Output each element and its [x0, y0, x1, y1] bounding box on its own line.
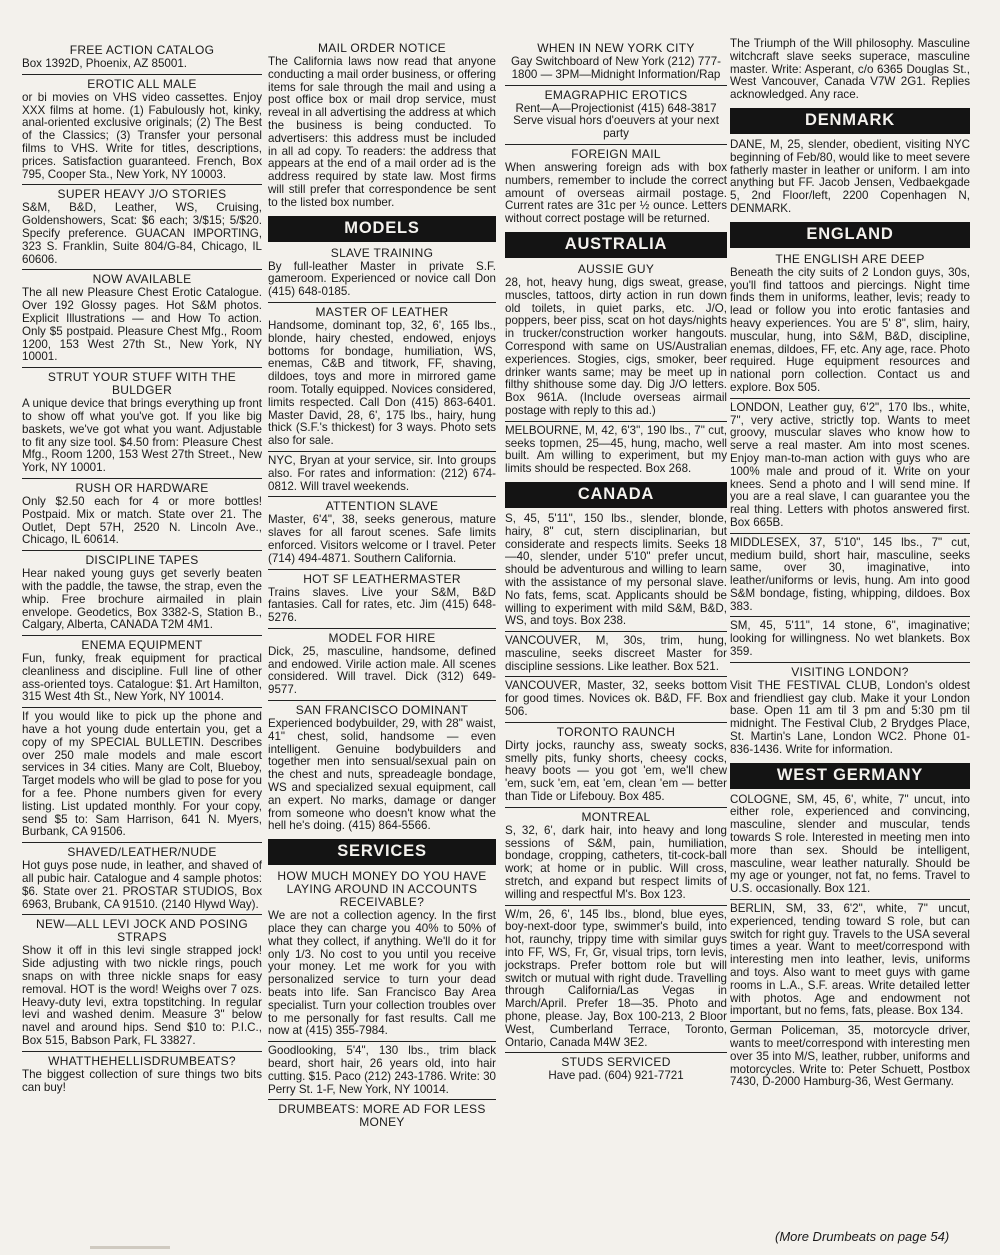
classified-ad	[730, 533, 970, 617]
ad-body: Dirty jocks, raunchy ass, sweaty socks, smelly pits, funky shorts, cheesy cocks, heavy boots — you got 'em, we'll chew 'em, suck 'em, eat 'em, clean 'em — better than Tide or Lifebouy. Box 485.	[505, 738, 727, 804]
column-2	[268, 40, 496, 1133]
ad-heading: FREE ACTION CATALOG	[69, 43, 215, 57]
ad-heading: NOW AVAILABLE	[92, 272, 192, 287]
ad-body: German Policeman, 35, motorcycle driver, wants to meet/correspond with interesting men over 35 into M/S, leather, rubber, uniforms and motorcycles. Write to: Peter Schuett, Postbox 7430, D-2000 Hamburg-36, West Germany.	[730, 1024, 970, 1089]
ad-heading: ENEMA EQUIPMENT	[81, 638, 203, 653]
classified-ad	[730, 251, 970, 398]
classified-ad	[268, 1041, 496, 1099]
ad-heading: SAN FRANCISCO DOMINANT	[295, 703, 469, 718]
ad-body: The Triumph of the Will philosophy. Masculine witchcraft slave seeks superace, masculine master. Write: Asperant, c/o 6365 Douglas St., West Vancouver, Canada V7W 2G1. Replies acknowledged. Any race.	[730, 37, 970, 102]
ad-body: NYC, Bryan at your service, sir. Into groups also. For rates and information: (212) 674-0812. Will travel weekends.	[268, 453, 496, 493]
ad-body: LONDON, Leather guy, 6'2", 170 lbs., white, 7", very active, strictly top. Wants to meet groovy, muscular slaves who know how to serve a real master. Am into most scenes. Enjoy man-to-man action with guys who are 100% male and proud of it. Write on your knees. Send a photo and I will send mine. If you are a real slave, I can guarantee you the real thing. Letters with photos answered first. Box 665B.	[730, 400, 970, 529]
ad-heading: ATTENTION SLAVE	[325, 499, 439, 514]
classified-ad	[505, 807, 727, 905]
ad-body: We are not a collection agency. In the first place they can charge you 40% to 50% of what they collect, if anything. We'll do it for only 1/3. No cost to you until you receive your money. Let me work for you with personalized service to turn your dead beats into life. San Francisco Bay Area specialist. Turn your collection troubles over to me personally for fast results. Call me now at (415) 355-7984.	[268, 909, 496, 1038]
ad-heading: MODEL FOR HIRE	[328, 630, 436, 645]
ad-body: SM, 45, 5'11", 14 stone, 6", imaginative; looking for willingness. No wet blankets. Box 359.	[730, 619, 970, 659]
classified-ad	[505, 40, 727, 85]
section-banner-denmark: DENMARK	[730, 108, 970, 134]
ad-heading: WHATTHEHELLISDRUMBEATS?	[48, 1053, 236, 1068]
continued-footer: (More Drumbeats on page 54)	[775, 1229, 950, 1244]
section-banner-australia: AUSTRALIA	[505, 232, 727, 258]
ad-body: BERLIN, SM, 33, 6'2", white, 7" uncut, experienced, tending toward S role, but can switch for right guy. Travels to the USA several times a year. Want to meet/correspond with interesting men into leather, levis, uniforms and toys. Also want to meet guys with game rooms in L.A., S.F. areas. Write detailed letter with photos. Age and endowment not important, but no fems, fats, please. Box 134.	[730, 902, 970, 1018]
ad-body: S, 32, 6', dark hair, into heavy and long sessions of S&M, pain, humiliation, bondage, cropping, catheters, tit-cock-ball work; at home or in public. Will cross, stretch, and expand but respect limits of willing and respectful M's. Box 123.	[505, 823, 727, 901]
section-banner-england: ENGLAND	[730, 222, 970, 248]
ad-body: A unique device that brings everything up front to show off what you've got. If you like big baskets, we've got what you want. Adjustable to fit any size tool. $4.50 from: Pleasure Chest Mfg., Room 1200, 153 West 27th Street., New York, NY 10001.	[22, 397, 262, 475]
classified-ad	[268, 496, 496, 568]
ad-body: COLOGNE, SM, 45, 6', white, 7" uncut, into either role, experienced and convincing, masculine, slender and muscular, tends towards S role. Interested in meeting men into more than sex. Should be intelligent, masculine, wear leather naturally. Should be my age or younger, not fat, no fems. Travel to U.S. occasionally. Box 121.	[730, 792, 970, 896]
ad-body: Have pad. (604) 921-7721	[548, 1069, 684, 1083]
classified-ad	[22, 42, 262, 74]
column-4	[730, 36, 970, 1092]
ad-heading: SHAVED/LEATHER/NUDE	[67, 845, 217, 860]
ad-body: Gay Switchboard of New York (212) 777-1800 — 3PM—Midnight Information/Rap	[510, 55, 722, 81]
ad-heading: SUPER HEAVY J/O STORIES	[57, 187, 227, 202]
ad-heading: VISITING LONDON?	[791, 664, 909, 679]
section-banner-west-germany: WEST GERMANY	[730, 763, 970, 789]
classified-ad	[505, 1052, 727, 1086]
classified-ad	[22, 550, 262, 635]
ad-heading: EROTIC ALL MALE	[87, 76, 197, 91]
section-banner-services: SERVICES	[268, 839, 496, 865]
classified-ad	[505, 631, 727, 676]
classified-ad	[730, 899, 970, 1021]
column-1	[22, 42, 262, 1097]
ad-heading: HOT SF LEATHERMASTER	[303, 571, 461, 586]
classified-ad	[730, 662, 970, 760]
ad-body: The all new Pleasure Chest Erotic Catalogue. Over 192 Glossy pages. Hot S&M photos. Explicit Illustrations — and How To action. Only $5 postpaid. Pleasure Chest Mfg., Room 1200, 153 West 27th St., New York, NY 10001.	[22, 286, 262, 364]
ad-heading: HOW MUCH MONEY DO YOU HAVE LAYING AROUND IN ACCOUNTS RECEIVABLE?	[277, 869, 487, 910]
ad-heading: MAIL ORDER NOTICE	[317, 41, 446, 55]
ad-body: MIDDLESEX, 37, 5'10", 145 lbs., 7" cut, medium build, short hair, masculine, seeks same, over 30, imaginative, into leather/uniforms or levis, hung. Am into good S&M bondage, fisting, whipping, dildoes. Box 383.	[730, 535, 970, 613]
classified-ad	[505, 676, 727, 721]
ad-heading: WHEN IN NEW YORK CITY	[537, 41, 695, 55]
ad-body: Experienced bodybuilder, 29, with 28" waist, 41" chest, solid, handsome — even intelligent. Genuine bodybuilders and together men into sensual/sexual pain on the chest and nuts, spreadeagle bondage, WS and specialized sexual equipment, call an expert. No marks, damage or danger from someone who doesn't know what the hell he's doing. (415) 864-5566.	[268, 717, 496, 833]
ad-body: Master, 6'4", 38, seeks generous, mature slaves for all farout scenes. Safe limits enforced. Visitors welcome or I travel. Peter (714) 494-4871. Southern California.	[268, 513, 496, 565]
ad-heading: STRUT YOUR STUFF WITH THE BULDGER	[47, 370, 237, 398]
ad-heading: NEW—ALL LEVI JOCK AND POSING STRAPS	[35, 917, 248, 945]
ad-body: Box 1392D, Phoenix, AZ 85001.	[22, 57, 188, 70]
classified-ad	[268, 569, 496, 628]
ad-body: Goodlooking, 5'4", 130 lbs., trim black beard, short hair, 26 years old, into hair cutting. $15. Paco (212) 243-1786. Write: 30 Perry St. 1-F, New York, NY 10014.	[268, 1044, 496, 1096]
classified-ad	[22, 842, 262, 914]
ad-body: Only $2.50 each for 4 or more bottles! Postpaid. Mix or match. State over 21. The Outlet, Dept 57H, 2520 N. Lincoln Ave., Chicago, IL 60614.	[22, 494, 262, 547]
ad-body: The biggest collection of sure things two bits can buy!	[22, 1067, 262, 1094]
ad-heading: DISCIPLINE TAPES	[85, 553, 199, 568]
classified-ad	[268, 245, 496, 302]
ad-body: DANE, M, 25, slender, obedient, visiting NYC beginning of Feb/80, would like to meet severe fatherly master in leather or uniform. I am into anything but FF. Jacob Jensen, Vedbaekgade 5, 2nd Floor/left, 2200 Copenhagen N, DENMARK.	[730, 137, 970, 215]
classified-ad	[22, 367, 262, 478]
classified-ad	[505, 421, 727, 479]
classified-ad	[22, 635, 262, 707]
classified-ad	[22, 478, 262, 550]
classified-ad	[268, 40, 496, 213]
ad-body: S, 45, 5'11", 150 lbs., slender, blonde, hairy, 8" cut, stern disciplinarian, but considerate and respects limits. Seeks 18—40, slender, under 5'10" prefer uncut, should be adventurous and willing to learn with the assistance of my personal slave. No fats, fems, scat. Applicants should be willing to experiment with mild S&M, B&D, WS, and toys. Box 238.	[505, 511, 727, 628]
classified-ad	[268, 700, 496, 836]
ad-body: When answering foreign ads with box numbers, remember to include the correct amount of overseas airmail postage. Current rates are 31c per ½ ounce. Letters without correct postage will be returned.	[505, 160, 727, 226]
ad-body: Dick, 25, masculine, handsome, defined and endowed. Virile action male. All scenes considered. Will travel. Dick (312) 649-9577.	[268, 644, 496, 697]
ad-body: Handsome, dominant top, 32, 6', 165 lbs., blonde, hairy chested, endowed, enjoys bottoms for bondage, humiliation, WS, enemas, C&B and titwork, FF, shaving, dildoes, toys and more in mirrored game room. Totally equipped. Novices considered, limits respected. Call Don (415) 863-6401. Master David, 28, 6', 175 lbs., hairy, hung thick (S.F.'s thickest) for 3 ways. Photo sets also for sale.	[268, 318, 496, 448]
classified-ad	[268, 868, 496, 1041]
classified-ad	[268, 451, 496, 496]
ad-heading: RUSH OR HARDWARE	[75, 480, 209, 495]
classified-ad	[22, 707, 262, 842]
classified-ad	[505, 261, 727, 421]
ad-body: If you would like to pick up the phone and have a hot young dude entertain you, get a copy of my SPECIAL BULLETIN. Describes over 250 male models and male escort services in 34 cities. Many are Colt, Blueboy, Target models who will be glad to pose for you for a fee. Phone numbers given for every listing. List updated monthly. For your copy, send $5 to: Sam Harrison, 641 N. Myers, Burbank, CA 91506.	[22, 710, 262, 839]
classified-ad	[730, 137, 970, 219]
ad-heading: FOREIGN MAIL	[571, 146, 661, 161]
ad-body: Beneath the city suits of 2 London guys, 30s, you'll find tattoos and piercings. Night time finds them in uniforms, leather, levis; ready to lead or follow you into erotic fantasies and heavy experiences. You are 5' 8", slim, hairy, muscular, hung, into S&M, B&D, discipline, enemas, dildoes, FF, etc. Any age, race. Photo required. Huge equipment resources and national porn collection. Contact us and explore. Box 505.	[730, 265, 970, 394]
section-banner-models: MODELS	[268, 216, 496, 242]
classified-ad	[22, 1051, 262, 1098]
classified-ad	[730, 1021, 970, 1092]
ad-heading: STUDS SERVICED	[561, 1055, 671, 1070]
ad-body: Trains slaves. Live your S&M, B&D fantasies. Call for rates, etc. Jim (415) 648-5276.	[268, 585, 496, 625]
column-3	[505, 40, 727, 1086]
ad-body: W/m, 26, 6', 145 lbs., blond, blue eyes, boy-next-door type, swimmer's build, into hot, raunchy, trippy time with similar guys into FF, WS, Fr, Gr, visual trips, torn levis, jockstraps. Prefer bottom role but will switch or mutual with right dude. Travelling through California/Las Vegas in March/April. Prefer 18—35. Photo and phone, please. Jay, Box 100-213, 2 Bloor West, Cumberland Terrace, Toronto, Ontario, Canada M4W 3E2.	[505, 907, 727, 1049]
ad-body: Visit THE FESTIVAL CLUB, London's oldest and friendliest gay club. Make it your London base. Open 11 am til 3 pm and 5:30 pm til midnight. The Festival Club, 2 Brydges Place, St. Martin's Lane, London WC2. Phone 01-836-1436. Write for information.	[730, 678, 970, 756]
classified-ad	[22, 269, 262, 367]
classified-ad	[730, 792, 970, 899]
ad-body: Hot guys pose nude, in leather, and shaved of all pubic hair. Catalogue and 4 sample photos: $6. State over 21. PROSTAR STUDIOS, Box 6963, Brubank, CA 91510. (2140 Hlywd Way).	[22, 859, 262, 911]
ad-body: MELBOURNE, M, 42, 6'3", 190 lbs., 7" cut, seeks topmen, 25—45, hung, macho, well built. Am willing to experiment, but my limits should be respected. Box 268.	[505, 423, 727, 476]
classified-ad	[730, 36, 970, 105]
ad-heading: MONTREAL	[581, 809, 651, 824]
ad-heading: MASTER OF LEATHER	[315, 304, 449, 319]
section-banner-canada: CANADA	[505, 482, 727, 508]
classified-ad	[22, 74, 262, 185]
ad-body: 28, hot, heavy hung, digs sweat, grease, muscles, tattoos, dirty action in run down old toilets, in quiet parks, etc. J/O, poppers, beer piss, scat on hot days/nights in trucker/construction worker hangouts. Correspond with same on US/Australian experiences. Stogies, cigs, smoker, beer drinker wants same; may be meet up in filthy shithouse some day. Dig J/O letters. Box 961A. (Include overseas airmail postage with reply to this ad.)	[505, 275, 727, 417]
ad-body: Show it off in this levi single strapped jock! Side adjusting with two nickle rings, pouch snaps on with three nickle snaps for easy removal. HOT is the word! Weighs over 7 ozs. Heavy-duty levi, extra topstitching. In regular levi and washed denim. Measure 3" below navel and around hips. Send $10 to: P.I.C., Box 515, Babson Park, FL 33827.	[22, 944, 262, 1048]
classified-ad	[730, 398, 970, 533]
classified-ad	[505, 722, 727, 807]
ad-heading: TORONTO RAUNCH	[556, 724, 676, 739]
classified-ad	[268, 628, 496, 700]
ad-body: The California laws now read that anyone conducting a mail order business, or offering items for sale through the mail and using a post office box or mail drop service, must reveal in all advertising the address at which the business is being conducted. To advertisers: this address must be included in all ad copy. To readers: the address that appears at the end of a mail order ad is the address required by state law. Most firms will still prefer that correspondence be sent to the listed box number.	[268, 55, 496, 209]
ad-body: or bi movies on VHS video cassettes. Enjoy XXX films at home. (1) Fabulously hot, kinky, anal-oriented exclusive originals; (2) The Best of the Classics; (3) Transfer your personal films to VHS. Write for titles, descriptions, prices. Satisfaction guaranteed. French, Box 795, Cooper Sta., New York, NY 10003.	[22, 90, 262, 181]
classified-ad	[22, 914, 262, 1050]
ad-body: Fun, funky, freak equipment for practical cleanliness and discipline. Full line of other ass-oriented toys. Catalogue: $1. Art Hamilton, 315 West 4th St., New York, NY 10014.	[22, 652, 262, 704]
classified-ad	[505, 511, 727, 631]
ad-heading: THE ENGLISH ARE DEEP	[775, 251, 925, 266]
classified-ad	[268, 302, 496, 451]
classified-ad	[268, 1099, 496, 1133]
ad-heading: DRUMBEATS: MORE AD FOR LESS MONEY	[278, 1102, 486, 1130]
ad-body: Rent—A—Projectionist (415) 648-3817 Serve visual hors d'oeuvers at your next party	[513, 101, 719, 141]
classified-ad	[505, 144, 727, 229]
ad-heading: AUSSIE GUY	[577, 261, 655, 276]
ad-body: S&M, B&D, Leather, WS, Cruising, Goldenshowers, Scat: $6 each; 3/$15; 5/$20. Specify preference. GUACAN IMPORTING, 323 S. Franklin, Suite 804/G-84, Chicago, IL 60606.	[22, 201, 262, 266]
page-edge-mark	[90, 1246, 170, 1249]
classified-ad	[22, 184, 262, 269]
ad-heading: EMAGRAPHIC EROTICS	[544, 87, 688, 102]
classified-ad	[505, 905, 727, 1053]
ad-heading: SLAVE TRAINING	[330, 245, 434, 260]
ad-body: Hear naked young guys get severly beaten with the paddle, the tawse, the strap, even the whip. Free brochure airmailed in plain envelope. Geodetics, Box 3382-S, Station B., Calgary, Alberta, CANADA T2M 4M1.	[22, 567, 262, 632]
classified-ad	[730, 616, 970, 661]
ad-body: VANCOUVER, M, 30s, trim, hung, masculine, seeks discreet Master for discipline sessions. Like leather. Box 521.	[505, 634, 727, 673]
ad-body: VANCOUVER, Master, 32, seeks bottom for good times. Novices ok. B&D, FF. Box 506.	[505, 679, 727, 719]
ad-body: By full-leather Master in private S.F. gameroom. Experienced or novice call Don (415) 648-0185.	[268, 259, 496, 299]
classified-ad	[505, 85, 727, 144]
